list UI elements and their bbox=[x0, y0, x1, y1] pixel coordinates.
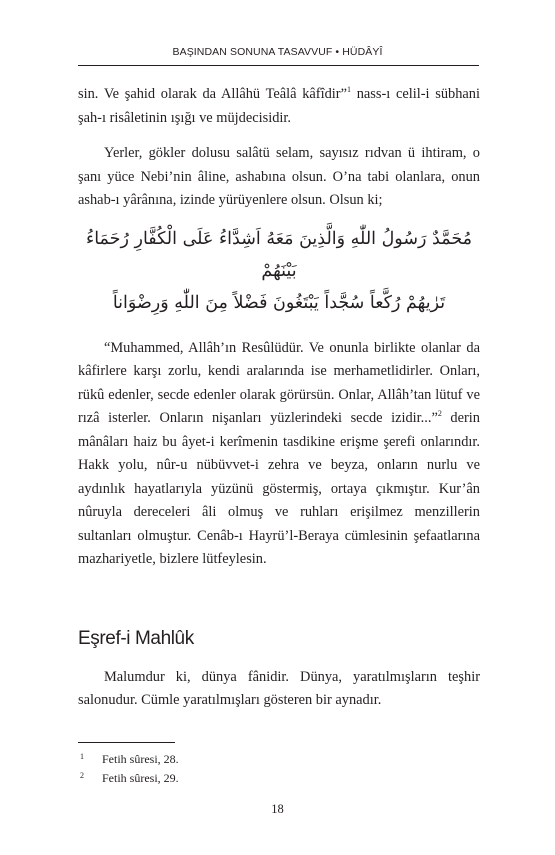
footnote-1-text: Fetih sûresi, 28. bbox=[102, 752, 179, 766]
footnote-ref-1: 1 bbox=[346, 85, 351, 95]
page-number: 18 bbox=[271, 802, 284, 816]
paragraph-4: Malumdur ki, dünya fânidir. Dünya, yaratılmışların teşhir salonudur. Cümle yaratılmışları gösteren bir aynadır. bbox=[78, 668, 480, 708]
footnote-1-number: 1 bbox=[80, 752, 84, 761]
paragraph-3-text: “Muhammed, Allâh’ın Resûlüdür. Ve onunla birlikte olanlar da kâfirlere karşı zorlu, kendi aralarında ise merhametlidirler. Onları, rükû edenler, secde edenler olarak görürsün. Onlar, Allâh’tan lütuf ve rızâ isterler. Onların nişanları yüzlerindeki secde izidir...” bbox=[78, 339, 480, 426]
page-body bbox=[78, 83, 480, 713]
footnotes bbox=[78, 750, 478, 788]
footnote-2-text: Fetih sûresi, 29. bbox=[102, 771, 179, 785]
arabic-verse-line-2: تَرٰيهُمْ رُكَّعاً سُجَّداً يَبْتَغُونَ فَضْلاً مِنَ اللّٰهِ وَرِضْوَاناً bbox=[112, 292, 446, 313]
paragraph-2: Yerler, gökler dolusu salâtü selam, sayısız rıdvan ü ihtiram, o şanı yüce Nebi’nin âline, ashabına olsun. O’na tabi olanlara, onun ashab-ı yârânına, izinde yürüyenlere olsun. Olsun ki; bbox=[78, 145, 480, 208]
header-rule bbox=[78, 65, 479, 66]
paragraph-1-tail: nass-ı celil-i sübhani şah-ı risâletinin ışığı ve müjdecisidir. bbox=[78, 86, 481, 126]
footnote-2-number: 2 bbox=[80, 771, 84, 780]
footnote-rule bbox=[78, 742, 175, 743]
footnote-1 bbox=[78, 750, 478, 769]
arabic-verse-line-1: مُحَمَّدٌ رَسُولُ اللّٰهِ وَالَّذِينَ مَعَهُ اَشِدَّاءُ عَلَى الْكُفَّارِ رُحَمَاءُ بَيْنَهُمْ bbox=[86, 228, 472, 281]
section-heading: Eşref-i Mahlûk bbox=[78, 627, 194, 649]
arabic-verse bbox=[74, 223, 484, 319]
footnote-ref-2: 2 bbox=[437, 409, 442, 419]
running-header: BAŞINDAN SONUNA TASAVVUF • HÜDÂYÎ bbox=[172, 46, 383, 58]
paragraph-3-tail: derin mânâları haiz bu âyet-i kerîmenin tasdikine erişme şerefi onlarındır. Hakk yolu, nûr-u nübüvvet-i zehra ve beyza, onların nurlu ve aydınlık hayatlarıyla yüzünü göstermiş, ortaya çıkmıştır. Kur’ân nûruyla dereceleri âli olmuş ve ruhları erişilmez menzillerin sultanları olmuştur. Cenâb-ı Hayrü’l-Beraya cümlesinin şefaatlarına mazhariyetle, bizlere lütfeylesin. bbox=[78, 410, 480, 567]
paragraph-1-text: sin. Ve şahid olarak da Allâhü Teâlâ kâfîdir” bbox=[78, 86, 347, 102]
paragraph-3 bbox=[78, 337, 480, 572]
footnote-2 bbox=[78, 769, 478, 788]
paragraph-1 bbox=[78, 83, 480, 130]
paragraph-gap bbox=[78, 130, 480, 142]
